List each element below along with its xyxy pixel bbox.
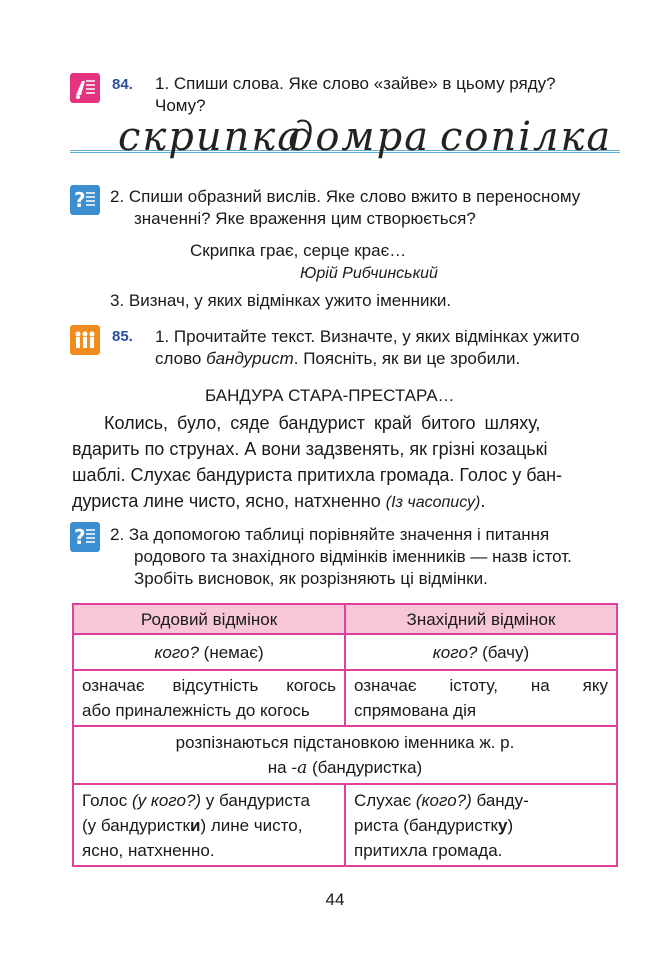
genitive-meaning: означає відсутність когось або приналежність до когось: [73, 670, 345, 726]
accusative-meaning: означає істоту, на яку спрямована дія: [345, 670, 617, 726]
question-book-icon-2: [70, 522, 100, 552]
writing-pen-icon: [70, 73, 100, 103]
cases-comparison-table: [72, 603, 618, 867]
header-accusative: Знахідний відмінок: [345, 604, 617, 634]
exercise-number-84: 84.: [112, 76, 133, 93]
table-row-questions: [73, 634, 617, 670]
handwritten-word-2: домра: [288, 114, 431, 160]
ex85-task2-line3: Зробіть висновок, як розрізняють ці відмінки.: [134, 569, 488, 588]
exercise-number-85: 85.: [112, 328, 133, 345]
handwritten-word-3: сопілка: [440, 114, 613, 160]
ex84-task3: 3. Визнач, у яких відмінках ужито іменники.: [110, 291, 452, 310]
svg-text:?: ?: [74, 525, 86, 549]
quote-author: Юрій Рибчинський: [300, 265, 438, 282]
ex85-task1-line2: слово бандурист. Поясніть, як ви це зробили.: [155, 349, 521, 368]
genitive-example: Голос (у кого?) у бандуриста (у бандуристки) лине чисто, ясно, натхненно.: [73, 784, 345, 866]
group-work-icon: [70, 325, 100, 355]
ex85-task2-line1: 2. За допомогою таблиці порівняйте значення і питання: [110, 525, 550, 544]
table-row-method: [73, 726, 617, 784]
text-line-4: дуриста лине чисто, ясно, натхненно (Із часопису).: [72, 491, 486, 511]
accusative-example: Слухає (кого?) банду- риста (бандуристку) притихла громада.: [345, 784, 617, 866]
ex84-task1-line2: Чому?: [155, 96, 206, 115]
text-line-3: шаблі. Слухає бандуриста притихла громада. Голос у бан-: [72, 465, 563, 485]
distinguishing-method: розпізнаються підстановкою іменника ж. р. на -а (бандуристка): [73, 726, 617, 784]
ex84-task2-line1: 2. Спиши образний вислів. Яке слово вжито в переносному: [110, 187, 581, 206]
ex85-task1-line1: 1. Прочитайте текст. Визначте, у яких відмінках ужито: [155, 327, 580, 346]
header-genitive: Родовий відмінок: [73, 604, 345, 634]
table-row-examples: [73, 784, 617, 866]
table-header-row: [73, 604, 617, 634]
accusative-question: кого? (бачу): [345, 634, 617, 670]
ex85-task2-line2: родового та знахідного відмінків іменників — назв істот.: [134, 547, 572, 566]
ex84-task2-line2: значенні? Яке враження цим створюється?: [134, 209, 476, 228]
text-line-1: Колись, було, сяде бандурист край битого шляху,: [104, 413, 541, 433]
svg-text:?: ?: [74, 188, 86, 212]
question-book-icon: [70, 185, 100, 215]
handwritten-word-1: скрипка: [118, 114, 304, 160]
quote: Скрипка грає, серце крає…: [190, 241, 407, 260]
page-number: 44: [325, 890, 345, 909]
genitive-question: кого? (немає): [73, 634, 345, 670]
ex84-task1-line1: 1. Спиши слова. Яке слово «зайве» в цьому ряду?: [155, 74, 556, 93]
table-row-meaning: [73, 670, 617, 726]
text-title: БАНДУРА СТАРА-ПРЕСТАРА…: [205, 386, 455, 405]
text-line-2: вдарить по струнах. А вони задзвенять, як грізні козацькі: [72, 439, 548, 459]
